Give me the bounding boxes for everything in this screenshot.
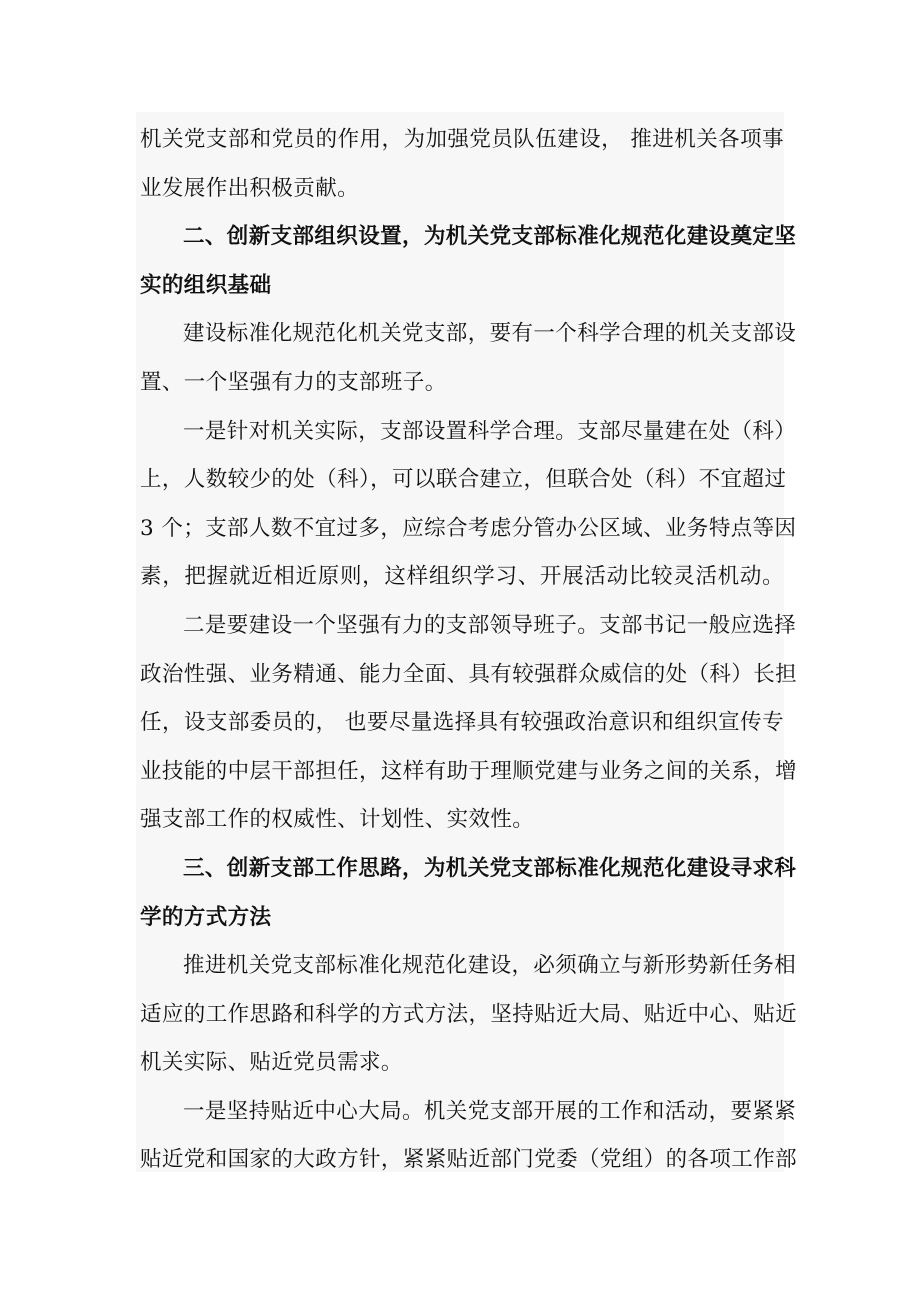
paragraph-start: 建设标准化规范化机关党支部，要有一个科学合理的机关支部设 bbox=[183, 321, 797, 347]
paragraph-start: 一是坚持贴近中心大局。机关党支部开展的工作和活动，要紧紧 bbox=[183, 1098, 797, 1124]
body-line: 任，设支部委员的， 也要尽量选择具有较强政治意识和组织宣传专 bbox=[140, 710, 784, 736]
body-line: 业技能的中层干部担任，这样有助于理顺党建与业务之间的关系，增 bbox=[140, 758, 798, 784]
body-line: 机关党支部和党员的作用，为加强党员队伍建设， 推进机关各项事 bbox=[140, 127, 784, 152]
paragraph-start: 推进机关党支部标准化规范化建设，必须确立与新形势新任务相 bbox=[183, 953, 797, 979]
section-heading: 二、创新支部组织设置，为机关党支部标准化规范化建设奠定坚 bbox=[183, 224, 797, 250]
section-heading: 三、创新支部工作思路，为机关党支部标准化规范化建设寻求科 bbox=[183, 855, 797, 881]
body-line: 政治性强、业务精通、能力全面、具有较强群众威信的处（科）长担 bbox=[140, 661, 798, 687]
body-line: 上，人数较少的处（科），可以联合建立，但联合处（科）不宜超过 bbox=[140, 467, 787, 493]
body-line: 置、一个坚强有力的支部班子。 bbox=[140, 369, 447, 395]
body-line: 贴近党和国家的大政方针，紧紧贴近部门党委（党组）的各项工作部 bbox=[140, 1147, 798, 1173]
document-body bbox=[140, 116, 798, 1185]
body-line: 业发展作出积极贡献。 bbox=[140, 175, 360, 201]
section-heading: 学的方式方法 bbox=[140, 904, 272, 930]
paragraph-start: 二是要建设一个坚强有力的支部领导班子。支部书记一般应选择 bbox=[183, 612, 797, 638]
body-line: 机关实际、贴近党员需求。 bbox=[140, 1050, 403, 1076]
body-line: 素，把握就近相近原则，这样组织学习、开展活动比较灵活机动。 bbox=[140, 564, 784, 590]
body-line: 3 个；支部人数不宜过多，应综合考虑分管办公区域、业务特点等因 bbox=[140, 515, 797, 541]
section-heading: 实的组织基础 bbox=[140, 272, 272, 298]
paragraph-start: 一是针对机关实际，支部设置科学合理。支部尽量建在处（科） bbox=[183, 418, 797, 444]
body-line: 强支部工作的权威性、计划性、实效性。 bbox=[140, 807, 535, 833]
body-line: 适应的工作思路和科学的方式方法，坚持贴近大局、贴近中心、贴近 bbox=[140, 1001, 798, 1027]
